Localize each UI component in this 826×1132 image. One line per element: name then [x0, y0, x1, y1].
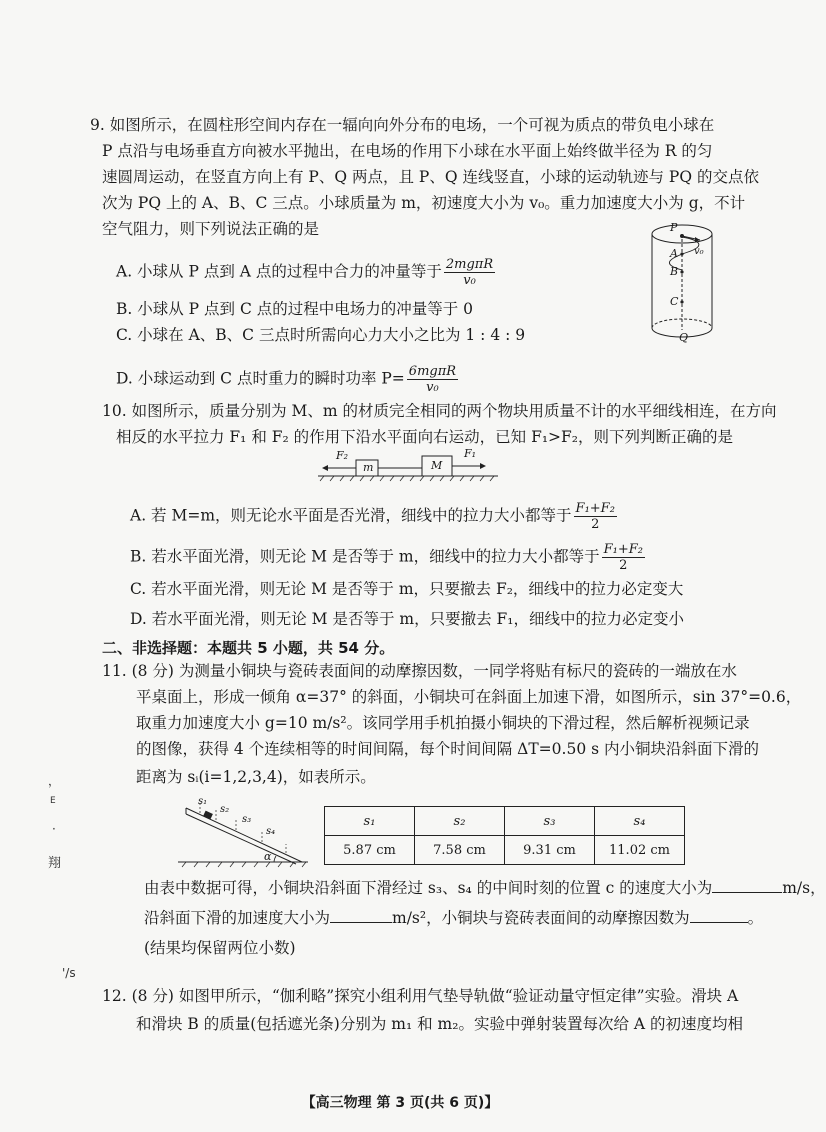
- q10-option-b-numerator: F₁+F₂: [603, 542, 643, 557]
- q11-line-5: 距离为 sᵢ(i=1,2,3,4)，如表所示。: [136, 768, 376, 786]
- q11-line-1: 11. (8 分) 为测量小铜块与瓷砖表面间的动摩擦因数，一同学将贴有标尺的瓷砖的一端放在水: [102, 662, 737, 680]
- q11-answer-blank-velocity[interactable]: [712, 878, 782, 893]
- table-header-row: [325, 807, 685, 836]
- q9-option-a-numerator: 2mgπR: [445, 257, 494, 272]
- q11-figure-label-s1: s₁: [198, 796, 208, 807]
- table-header-s2: s₂: [415, 807, 505, 836]
- q9-figure-label-c: C: [670, 295, 679, 308]
- margin-mark-1: ，: [48, 774, 61, 788]
- q10-line-2: 相反的水平拉力 F₁ 和 F₂ 的作用下沿水平面向右运动，已知 F₁>F₂，则下列判断正确的是: [116, 428, 733, 446]
- q10-option-a-numerator: F₁+F₂: [575, 501, 615, 516]
- q10-option-a-denominator: 2: [591, 517, 600, 532]
- q9-line-5: 空气阻力，则下列说法正确的是: [102, 220, 320, 238]
- q10-option-b: [130, 542, 647, 573]
- q11-figure-label-s2: s₂: [220, 804, 230, 815]
- q11-line-3: 取重力加速度大小 g=10 m/s²。该同学用手机拍摄小铜块的下滑过程，然后解析视频记录: [136, 714, 750, 732]
- margin-mark-5: '/s: [62, 966, 76, 980]
- q10-option-b-fraction: [602, 542, 645, 573]
- q10-option-a: [130, 501, 619, 532]
- q9-line-2: P 点沿与电场垂直方向被水平抛出，在电场的作用下小球在水平面上始终做半径为 R 的匀: [102, 142, 713, 160]
- q11-answer-1-prefix: 由表中数据可得，小铜块沿斜面下滑经过 s₃、s₄ 的中间时刻的位置 c 的速度大小为: [144, 879, 713, 897]
- q9-option-a-text: A. 小球从 P 点到 A 点的过程中合力的冲量等于: [116, 262, 442, 281]
- q11-answer-line-2: [144, 907, 763, 929]
- q9-figure-label-b: B: [670, 265, 679, 278]
- q9-option-d-denominator: v₀: [426, 380, 439, 395]
- q9-figure-label-v0: v₀: [694, 246, 704, 257]
- q9-figure-label-a: A: [670, 247, 678, 260]
- q11-line-4: 的图像，获得 4 个连续相等的时间间隔，每个时间间隔 ΔT=0.50 s 内小铜块沿斜面下滑的: [136, 740, 759, 758]
- q9-cylinder-figure: [640, 222, 730, 347]
- q10-option-b-text: B. 若水平面光滑，则无论 M 是否等于 m，细线中的拉力大小都等于: [130, 547, 600, 566]
- q11-figure-label-s4: s₄: [266, 826, 276, 837]
- q11-answer-blank-acceleration[interactable]: [330, 908, 392, 923]
- q10-option-a-text: A. 若 M=m，则无论水平面是否光滑，细线中的拉力大小都等于: [130, 506, 572, 525]
- q9-option-d-text: D. 小球运动到 C 点时重力的瞬时功率 P=: [116, 369, 405, 388]
- table-cell-s4: 11.02 cm: [595, 836, 685, 865]
- q11-answer-2-middle: m/s²，小铜块与瓷砖表面间的动摩擦因数为: [392, 909, 690, 927]
- table-header-s1: s₁: [325, 807, 415, 836]
- q11-answer-1-unit: m/s，: [782, 879, 826, 897]
- table-header-s3: s₃: [505, 807, 595, 836]
- q11-answer-note: (结果均保留两位小数): [144, 939, 296, 957]
- q11-figure-label-alpha: α: [264, 850, 272, 863]
- q11-answer-blank-friction[interactable]: [690, 908, 748, 923]
- q10-option-c: C. 若水平面光滑，则无论 M 是否等于 m，只要撤去 F₂，细线中的拉力必定变大: [130, 580, 684, 598]
- table-cell-s2: 7.58 cm: [415, 836, 505, 865]
- q11-data-table: [324, 806, 685, 865]
- table-cell-s1: 5.87 cm: [325, 836, 415, 865]
- q10-option-a-fraction: [574, 501, 617, 532]
- q9-option-a-denominator: v₀: [463, 273, 476, 288]
- q9-figure-label-q: Q: [679, 331, 689, 344]
- q10-figure-label-m: m: [363, 461, 374, 474]
- q9-option-d: [116, 364, 460, 395]
- q10-figure-label-big-m: M: [431, 459, 443, 472]
- margin-mark-2: E: [50, 796, 56, 806]
- q10-option-b-denominator: 2: [619, 558, 628, 573]
- q10-figure-label-f2: F₂: [336, 449, 349, 462]
- margin-mark-4: 翔: [48, 856, 62, 871]
- table-row: [325, 836, 685, 865]
- table-cell-s3: 9.31 cm: [505, 836, 595, 865]
- q9-option-d-fraction: [407, 364, 458, 395]
- q10-option-d: D. 若水平面光滑，则无论 M 是否等于 m，只要撤去 F₁，细线中的拉力必定变小: [130, 610, 684, 628]
- q11-line-2: 平桌面上，形成一倾角 α=37° 的斜面，小铜块可在斜面上加速下滑，如图所示，sin 37°=0.6，: [136, 688, 802, 706]
- q11-answer-2-prefix: 沿斜面下滑的加速度大小为: [144, 909, 331, 927]
- q9-line-3: 速圆周运动，在竖直方向上有 P、Q 两点，且 P、Q 连线竖直，小球的运动轨迹与 PQ 的交点依: [102, 168, 759, 186]
- q12-line-1: 12. (8 分) 如图甲所示，“伽利略”探究小组利用气垫导轨做“验证动量守恒定律”实验。滑块 A: [102, 987, 739, 1005]
- q9-option-a: [116, 257, 497, 288]
- q9-option-a-fraction: [444, 257, 495, 288]
- q9-line-1: 9. 如图所示，在圆柱形空间内存在一辐向向外分布的电场，一个可视为质点的带负电小球在: [90, 116, 715, 134]
- q10-line-1: 10. 如图所示，质量分别为 M、m 的材质完全相同的两个物块用质量不计的水平细线相连，在方向: [102, 402, 777, 420]
- q11-answer-2-end: 。: [747, 909, 764, 927]
- q9-option-c: C. 小球在 A、B、C 三点时所需向心力大小之比为 1 : 4 : 9: [116, 326, 526, 344]
- q9-option-d-numerator: 6mgπR: [408, 364, 457, 379]
- q11-answer-line-1: [144, 877, 826, 899]
- margin-mark-3: ·: [52, 822, 56, 836]
- page-footer: 【高三物理 第 3 页(共 6 页)】: [301, 1095, 499, 1111]
- q9-option-b: B. 小球从 P 点到 C 点的过程中电场力的冲量等于 0: [116, 300, 474, 318]
- q11-figure-label-s3: s₃: [242, 814, 252, 825]
- table-header-s4: s₄: [595, 807, 685, 836]
- q10-figure-label-f1: F₁: [464, 447, 477, 460]
- q9-figure-label-p: P: [670, 221, 678, 234]
- q12-line-2: 和滑块 B 的质量(包括遮光条)分别为 m₁ 和 m₂。实验中弹射装置每次给 A 的初速度均相: [136, 1015, 743, 1033]
- section-2-heading: 二、非选择题：本题共 5 小题，共 54 分。: [102, 639, 395, 657]
- q9-line-4: 次为 PQ 上的 A、B、C 三点。小球质量为 m，初速度大小为 v₀。重力加速度大小为 g，不计: [102, 194, 746, 212]
